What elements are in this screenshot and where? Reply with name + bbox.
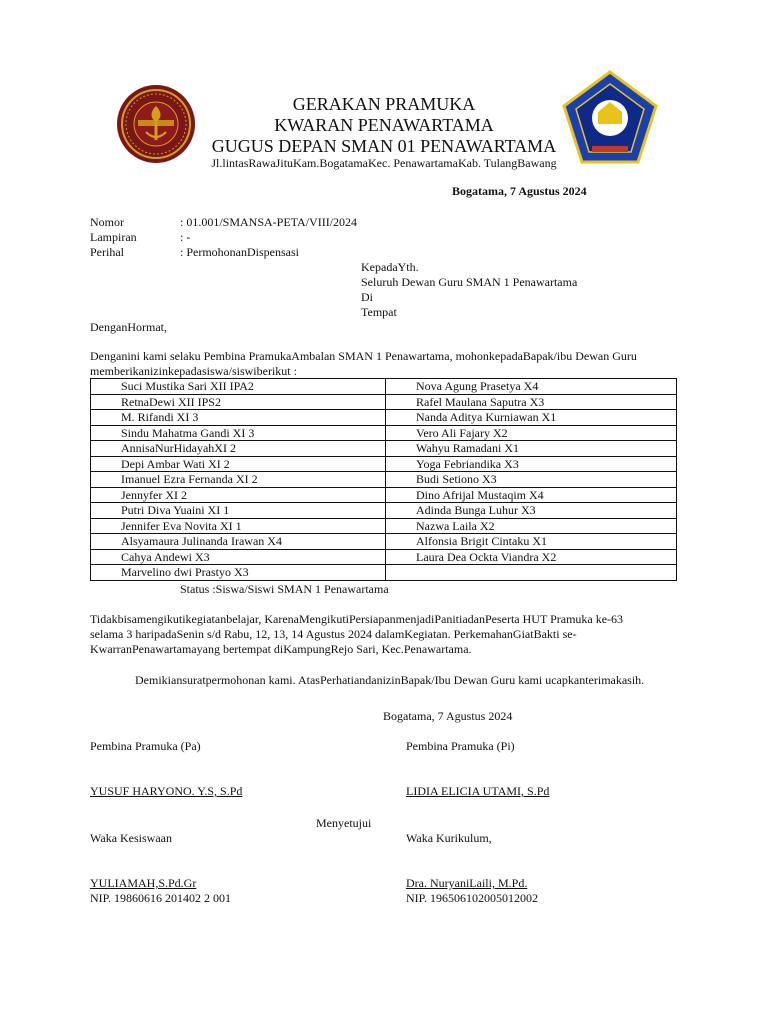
signature-name-pa: YUSUF HARYONO. Y.S, S.Pd — [90, 784, 243, 798]
student-cell: Yoga Febriandika X3 — [386, 456, 677, 472]
student-cell: AnnisaNurHidayahXI 2 — [91, 441, 386, 457]
body-line: KwarranPenawartamayang bertempat diKampungRejo Sari, Kec.Penawartama. — [90, 642, 472, 656]
recipient-line: Tempat — [361, 305, 397, 319]
closing-line: Demikiansuratpermohonan kami. AtasPerhatiandanizinBapak/Ibu Dewan Guru kami ucapkanterimakasih. — [135, 673, 645, 687]
table-row — [91, 425, 677, 441]
signature-title-pi: Pembina Pramuka (Pi) — [406, 739, 515, 753]
table-row — [91, 379, 677, 395]
student-cell: Suci Mustika Sari XII IPA2 — [91, 379, 386, 395]
student-cell: Vero Ali Fajary X2 — [386, 425, 677, 441]
student-status: Status :Siswa/Siswi SMAN 1 Penawartama — [180, 582, 389, 596]
student-cell: Budi Setiono X3 — [386, 472, 677, 488]
table-row — [91, 441, 677, 457]
nip-kesiswaan: NIP. 19860616 201402 2 001 — [90, 891, 232, 905]
signature-name-kesiswaan: YULIAMAH,S.Pd.Gr — [90, 876, 197, 890]
meta-label-perihal: Perihal — [90, 245, 124, 259]
table-row — [91, 472, 677, 488]
signature-title-kurikulum: Waka Kurikulum, — [406, 831, 492, 845]
signature-name-pi: LIDIA ELICIA UTAMI, S.Pd — [406, 784, 550, 798]
meta-label-nomor: Nomor — [90, 215, 124, 229]
body-line: Tidakbisamengikutikegiatanbelajar, KarenaMengikutiPersiapanmenjadiPanitiadanPeserta HUT Pramuka ke-63 — [90, 612, 624, 626]
table-row — [91, 503, 677, 519]
student-cell: Rafel Maulana Saputra X3 — [386, 394, 677, 410]
student-cell — [386, 565, 677, 581]
student-cell: Putri Diva Yuaini XI 1 — [91, 503, 386, 519]
student-cell: Marvelino dwi Prastyo X3 — [91, 565, 386, 581]
student-table — [90, 378, 677, 581]
greeting: DenganHormat, — [90, 320, 167, 334]
student-cell: Depi Ambar Wati XI 2 — [91, 456, 386, 472]
org-title: GERAKAN PRAMUKA — [292, 94, 476, 114]
student-cell: M. Rifandi XI 3 — [91, 410, 386, 426]
student-cell: Jennifer Eva Novita XI 1 — [91, 518, 386, 534]
student-cell: Alsyamaura Julinanda Irawan X4 — [91, 534, 386, 550]
student-cell: Sindu Mahatma Gandi XI 3 — [91, 425, 386, 441]
letter-date-bottom: Bogatama, 7 Agustus 2024 — [383, 709, 513, 723]
letter-date-top: Bogatama, 7 Agustus 2024 — [452, 184, 587, 198]
table-row — [91, 549, 677, 565]
table-row — [91, 565, 677, 581]
student-cell: Nanda Aditya Kurniawan X1 — [386, 410, 677, 426]
student-cell: Laura Dea Ockta Viandra X2 — [386, 549, 677, 565]
table-row — [91, 394, 677, 410]
approval-label: Menyetujui — [316, 816, 372, 830]
table-row — [91, 518, 677, 534]
student-cell: Imanuel Ezra Fernanda XI 2 — [91, 472, 386, 488]
student-cell: Dino Afrijal Mustaqim X4 — [386, 487, 677, 503]
intro-line: Denganini kami selaku Pembina PramukaAmbalan SMAN 1 Penawartama, mohonkepadaBapak/ibu Dewan Guru — [90, 349, 637, 363]
nip-kurikulum: NIP. 196506102005012002 — [406, 891, 539, 905]
table-row — [91, 534, 677, 550]
meta-value-perihal: : PermohonanDispensasi — [180, 245, 299, 259]
address: Jl.lintasRawaJituKam.BogatamaKec. PenawartamaKab. TulangBawang — [211, 156, 557, 170]
table-row — [91, 487, 677, 503]
kwaran-title: KWARAN PENAWARTAMA — [274, 115, 494, 135]
recipient-line: KepadaYth. — [361, 260, 419, 274]
meta-label-lampiran: Lampiran — [90, 230, 137, 244]
signature-name-kurikulum: Dra. NuryaniLaili, M.Pd. — [406, 876, 528, 890]
student-cell: Alfonsia Brigit Cintaku X1 — [386, 534, 677, 550]
table-row — [91, 456, 677, 472]
student-cell: Jennyfer XI 2 — [91, 487, 386, 503]
signature-title-pa: Pembina Pramuka (Pa) — [90, 739, 201, 753]
recipient-line: Di — [361, 290, 373, 304]
student-cell: Wahyu Ramadani X1 — [386, 441, 677, 457]
student-cell: Nova Agung Prasetya X4 — [386, 379, 677, 395]
table-row — [91, 410, 677, 426]
recipient-line: Seluruh Dewan Guru SMAN 1 Penawartama — [361, 275, 578, 289]
student-cell: Adinda Bunga Luhur X3 — [386, 503, 677, 519]
intro-line: memberikanizinkepadasiswa/siswiberikut : — [90, 364, 297, 378]
student-cell: Cahya Andewi X3 — [91, 549, 386, 565]
student-cell: RetnaDewi XII IPS2 — [91, 394, 386, 410]
meta-value-lampiran: : - — [180, 230, 191, 244]
signature-title-kesiswaan: Waka Kesiswaan — [90, 831, 173, 845]
meta-value-nomor: : 01.001/SMANSA-PETA/VIII/2024 — [180, 215, 358, 229]
body-line: selama 3 haripadaSenin s/d Rabu, 12, 13, 14 Agustus 2024 dalamKegiatan. PerkemahanGiatBakti se- — [90, 627, 577, 641]
student-cell: Nazwa Laila X2 — [386, 518, 677, 534]
gugus-title: GUGUS DEPAN SMAN 01 PENAWARTAMA — [211, 136, 557, 156]
